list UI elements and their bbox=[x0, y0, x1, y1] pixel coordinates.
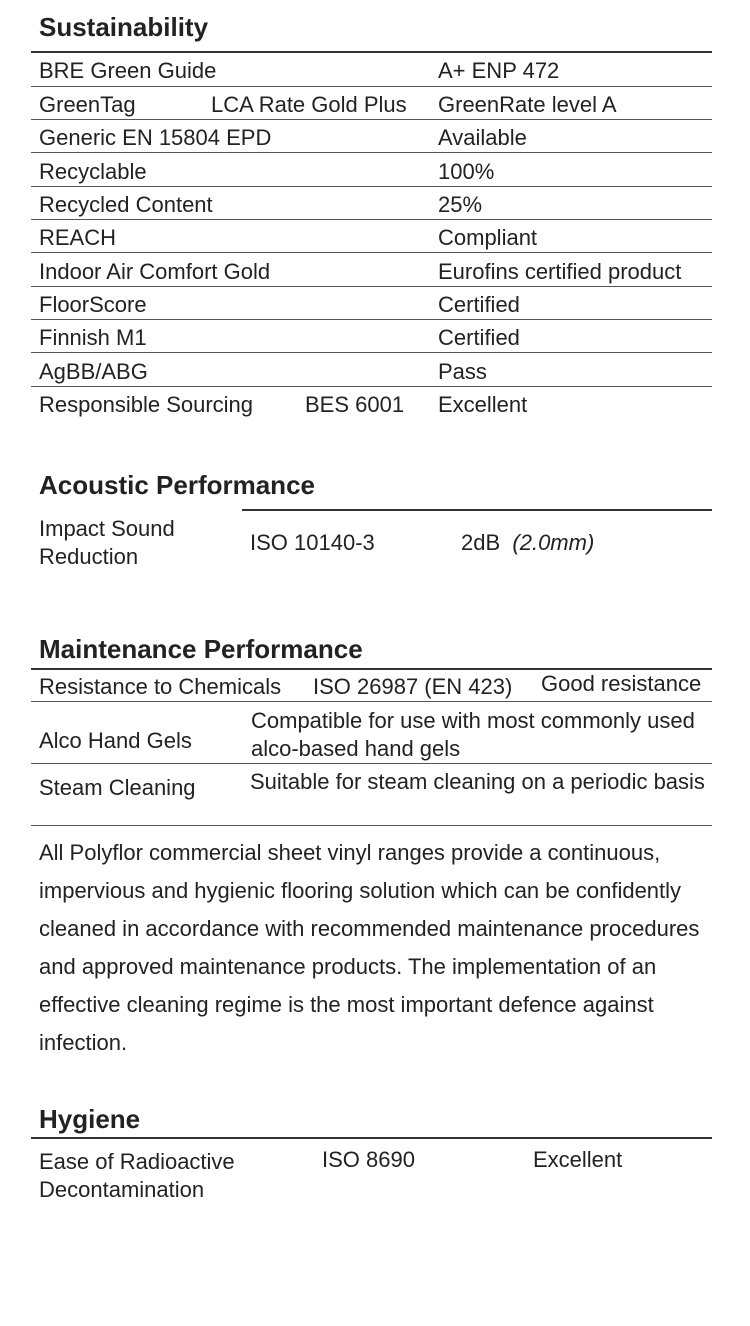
acoustic-value-note: (2.0mm) bbox=[512, 530, 595, 555]
row-divider bbox=[31, 701, 712, 702]
sustainability-value: 25% bbox=[438, 192, 483, 217]
sustainability-sub-value: BES 6001 bbox=[305, 392, 405, 417]
sustainability-value: GreenRate level A bbox=[438, 92, 617, 117]
acoustic-standard: ISO 10140-3 bbox=[250, 530, 375, 555]
sustainability-value: Compliant bbox=[438, 225, 538, 250]
maintenance-value: Suitable for steam cleaning on a periodic basis bbox=[250, 769, 705, 794]
sustainability-label: Recycled Content bbox=[39, 192, 213, 217]
hygiene-title: Hygiene bbox=[39, 1104, 141, 1134]
row-divider bbox=[31, 352, 712, 353]
sustainability-value: 100% bbox=[438, 159, 495, 184]
row-divider bbox=[31, 152, 712, 153]
sustainability-value: Excellent bbox=[438, 392, 528, 417]
sustainability-label: REACH bbox=[39, 225, 117, 250]
row-divider bbox=[31, 763, 712, 764]
maintenance-label: Steam Cleaning bbox=[39, 775, 196, 800]
sustainability-label: Generic EN 15804 EPD bbox=[39, 125, 272, 150]
sustainability-value: Certified bbox=[438, 292, 520, 317]
maintenance-value: Good resistance bbox=[541, 671, 702, 696]
sustainability-value: Available bbox=[438, 125, 527, 150]
acoustic-title: Acoustic Performance bbox=[39, 470, 315, 500]
sustainability-label: Indoor Air Comfort Gold bbox=[39, 259, 271, 284]
sustainability-label: AgBB/ABG bbox=[39, 359, 148, 384]
acoustic-value-number: 2dB bbox=[461, 530, 501, 555]
row-divider bbox=[31, 186, 712, 187]
sustainability-value: Eurofins certified product bbox=[438, 259, 682, 284]
acoustic-value bbox=[461, 529, 594, 557]
sustainability-label: BRE Green Guide bbox=[39, 58, 217, 83]
sustainability-label: Recyclable bbox=[39, 159, 147, 184]
row-divider bbox=[31, 119, 712, 120]
maintenance-paragraph: All Polyflor commercial sheet vinyl ranges provide a continuous, impervious and hygienic flooring solution which can be confidently cleaned in accordance with recommended maintenance procedures and approved maintenance products. The implementation of an effective cleaning regime is the most important defence against infection. bbox=[39, 840, 700, 1055]
hygiene-title-rule bbox=[31, 1137, 712, 1139]
row-divider bbox=[31, 286, 712, 287]
sustainability-label: Responsible Sourcing bbox=[39, 392, 254, 417]
sustainability-sub-value: LCA Rate Gold Plus bbox=[211, 92, 407, 117]
sustainability-title-rule bbox=[31, 51, 712, 53]
sustainability-label: GreenTag bbox=[39, 92, 136, 117]
maintenance-label: Alco Hand Gels bbox=[39, 728, 192, 753]
row-divider bbox=[31, 319, 712, 320]
row-divider bbox=[31, 386, 712, 387]
row-divider bbox=[31, 219, 712, 220]
sustainability-label: FloorScore bbox=[39, 292, 147, 317]
maintenance-title: Maintenance Performance bbox=[39, 634, 363, 664]
sustainability-value: Certified bbox=[438, 325, 520, 350]
row-divider bbox=[31, 825, 712, 826]
sustainability-value: Pass bbox=[438, 359, 487, 384]
sustainability-label: Finnish M1 bbox=[39, 325, 147, 350]
hygiene-label: Ease of Radioactive Decontamination bbox=[39, 1149, 235, 1202]
hygiene-standard: ISO 8690 bbox=[322, 1147, 415, 1172]
maintenance-standard: ISO 26987 (EN 423) bbox=[313, 674, 513, 699]
row-divider bbox=[31, 86, 712, 87]
row-divider bbox=[31, 252, 712, 253]
sustainability-title: Sustainability bbox=[39, 12, 209, 42]
sustainability-value: A+ ENP 472 bbox=[438, 58, 560, 83]
acoustic-title-rule bbox=[242, 509, 712, 511]
maintenance-value: Compatible for use with most commonly used alco-based hand gels bbox=[251, 708, 695, 761]
acoustic-label: Impact Sound Reduction bbox=[39, 516, 175, 569]
hygiene-value: Excellent bbox=[533, 1147, 623, 1172]
maintenance-label: Resistance to Chemicals bbox=[39, 674, 282, 699]
